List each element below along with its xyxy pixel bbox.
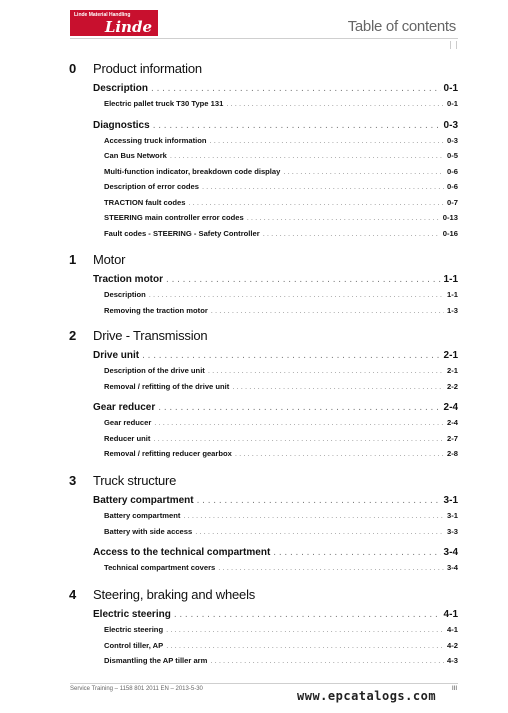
chapter-number: 4	[69, 587, 77, 602]
dot-leader	[283, 167, 444, 176]
header-divider	[70, 38, 458, 39]
logo-wordmark: Linde	[104, 18, 152, 36]
toc-entry-label: TRACTION fault codes	[104, 197, 186, 207]
toc-page-number: 4-1	[443, 609, 458, 620]
dot-leader	[202, 182, 444, 191]
footer-document-info: Service Training – 1158 801 2011 EN – 2013-5-30	[70, 686, 203, 692]
toc-entry-label: Multi-function indicator, breakdown code display	[104, 166, 281, 176]
toc-subsection-entry[interactable]	[104, 511, 458, 520]
toc-entry-label: Battery compartment	[104, 511, 181, 520]
toc-page-number: 4-3	[447, 656, 458, 665]
dot-leader	[153, 120, 441, 131]
dot-leader	[210, 136, 444, 145]
chapter-number: 1	[69, 252, 77, 267]
toc-section-entry[interactable]	[93, 350, 458, 361]
toc-page-number: 4-2	[447, 640, 458, 650]
toc-page-number: 2-4	[443, 402, 458, 413]
toc-page-number: 4-1	[447, 625, 458, 634]
toc-page-number: 2-7	[447, 433, 458, 443]
toc-entry-label: Description	[93, 83, 149, 94]
toc-entry-label: Battery with side access	[104, 526, 193, 536]
toc-entry-label: Fault codes - STEERING - Safety Controller	[104, 228, 260, 238]
dot-leader	[226, 99, 444, 108]
toc-entry-label: Reducer unit	[104, 433, 151, 443]
toc-subsection-entry[interactable]	[104, 366, 458, 375]
toc-subsection-entry[interactable]	[104, 290, 458, 299]
toc-page-number: 0-5	[447, 151, 458, 160]
toc-subsection-entry[interactable]	[104, 527, 458, 536]
dot-leader	[183, 511, 444, 520]
dot-leader	[166, 274, 441, 285]
toc-entry-label: Battery compartment	[93, 495, 194, 506]
dot-leader	[151, 83, 441, 94]
toc-page-number: 2-1	[443, 350, 458, 361]
toc-entry-label: Removal / refitting of the drive unit	[104, 381, 230, 391]
page-title: Table of contents	[347, 18, 456, 35]
toc-subsection-entry[interactable]	[104, 151, 458, 160]
footer-website-watermark: www.epcatalogs.com	[297, 689, 437, 703]
toc-page-number: 2-1	[447, 366, 458, 375]
toc-entry-label: Can Bus Network	[104, 151, 167, 160]
toc-page-number: 1-3	[447, 305, 458, 315]
dot-leader	[211, 306, 444, 315]
toc-page-number: 3-1	[443, 495, 458, 506]
toc-entry-label: Control tiller, AP	[104, 640, 164, 650]
toc-page-number: 3-4	[447, 563, 458, 572]
toc-subsection-entry[interactable]	[104, 656, 458, 665]
dot-leader	[263, 229, 440, 238]
toc-page-number: 0-3	[447, 135, 458, 145]
dot-leader	[166, 625, 444, 634]
footer-divider	[70, 683, 458, 684]
toc-page-number: 0-16	[442, 228, 458, 238]
toc-entry-label: Access to the technical compartment	[93, 547, 271, 558]
toc-page-number: 1-1	[443, 274, 458, 285]
toc-entry-label: Electric steering	[104, 625, 164, 634]
toc-section-entry[interactable]	[93, 495, 458, 506]
toc-page-number: 3-1	[447, 511, 458, 520]
toc-page-number: 0-13	[442, 213, 458, 222]
toc-page-number: 0-1	[447, 99, 458, 108]
toc-section-entry[interactable]	[93, 547, 458, 558]
dot-leader	[273, 547, 440, 558]
chapter-title[interactable]: Truck structure	[93, 473, 177, 488]
company-logo	[70, 10, 158, 36]
dot-leader	[232, 382, 444, 391]
toc-entry-label: Gear reducer	[104, 418, 152, 427]
toc-subsection-entry[interactable]	[104, 198, 458, 207]
chapter-number: 0	[69, 61, 77, 76]
toc-subsection-entry[interactable]	[104, 563, 458, 572]
toc-subsection-entry[interactable]	[104, 625, 458, 634]
toc-subsection-entry[interactable]	[104, 434, 458, 443]
dot-leader	[210, 656, 444, 665]
toc-page-number: 2-8	[447, 449, 458, 458]
toc-subsection-entry[interactable]	[104, 167, 458, 176]
toc-page-number: 0-6	[447, 166, 458, 176]
header-marker	[450, 41, 457, 49]
toc-subsection-entry[interactable]	[104, 449, 458, 458]
toc-entry-label: Accessing truck information	[104, 135, 207, 145]
toc-subsection-entry[interactable]	[104, 306, 458, 315]
toc-entry-label: Electric pallet truck T30 Type 131	[104, 99, 224, 108]
dot-leader	[170, 151, 444, 160]
toc-entry-label: Traction motor	[93, 274, 164, 285]
toc-subsection-entry[interactable]	[104, 229, 458, 238]
toc-entry-label: Technical compartment covers	[104, 563, 216, 572]
toc-entry-label: Removing the traction motor	[104, 305, 208, 315]
toc-entry-label: Gear reducer	[93, 402, 156, 413]
toc-page-number: 0-7	[447, 197, 458, 207]
toc-subsection-entry[interactable]	[104, 182, 458, 191]
toc-page-number: 0-3	[443, 119, 458, 131]
dot-leader	[218, 563, 444, 572]
footer-page-number: III	[451, 686, 457, 692]
dot-leader	[166, 641, 444, 650]
logo-tagline: Linde Material Handling	[74, 12, 131, 18]
toc-page-number: 1-1	[447, 290, 458, 299]
toc-entry-label: Description	[104, 290, 146, 299]
dot-leader	[247, 213, 440, 222]
chapter-title[interactable]: Motor	[93, 252, 126, 267]
toc-page-number: 2-2	[447, 381, 458, 391]
toc-entry-label: Drive unit	[93, 350, 140, 361]
chapter-title[interactable]: Product information	[93, 61, 202, 76]
dot-leader	[149, 290, 444, 299]
dot-leader	[158, 402, 440, 413]
toc-entry-label: Diagnostics	[93, 119, 150, 131]
toc-subsection-entry[interactable]	[104, 99, 458, 108]
toc-subsection-entry[interactable]	[104, 136, 458, 145]
toc-section-entry[interactable]	[93, 274, 458, 285]
dot-leader	[174, 609, 441, 620]
toc-entry-label: STEERING main controller error codes	[104, 213, 244, 222]
dot-leader	[195, 527, 444, 536]
dot-leader	[142, 350, 440, 361]
toc-entry-label: Electric steering	[93, 609, 171, 620]
dot-leader	[197, 495, 441, 506]
chapter-number: 2	[69, 328, 77, 343]
dot-leader	[235, 449, 444, 458]
dot-leader	[208, 366, 444, 375]
chapter-number: 3	[69, 473, 77, 488]
toc-page-number: 0-6	[447, 182, 458, 191]
toc-entry-label: Dismantling the AP tiller arm	[104, 656, 208, 665]
chapter-title[interactable]: Steering, braking and wheels	[93, 587, 256, 602]
toc-section-entry[interactable]	[93, 402, 458, 413]
toc-page-number: 0-1	[443, 83, 458, 94]
toc-subsection-entry[interactable]	[104, 382, 458, 391]
toc-entry-label: Description of error codes	[104, 182, 199, 191]
dot-leader	[188, 198, 444, 207]
toc-section-entry[interactable]	[93, 83, 458, 94]
toc-page-number: 2-4	[447, 418, 458, 427]
toc-page-number: 3-4	[443, 547, 458, 558]
toc-subsection-entry[interactable]	[104, 418, 458, 427]
chapter-title[interactable]: Drive - Transmission	[93, 328, 208, 343]
dot-leader	[153, 434, 444, 443]
toc-page-number: 3-3	[447, 526, 458, 536]
toc-section-entry[interactable]	[93, 609, 458, 620]
toc-subsection-entry[interactable]	[104, 213, 458, 222]
toc-section-entry[interactable]	[93, 120, 458, 131]
toc-entry-label: Description of the drive unit	[104, 366, 205, 375]
toc-entry-label: Removal / refitting reducer gearbox	[104, 449, 232, 458]
toc-subsection-entry[interactable]	[104, 641, 458, 650]
dot-leader	[154, 418, 444, 427]
